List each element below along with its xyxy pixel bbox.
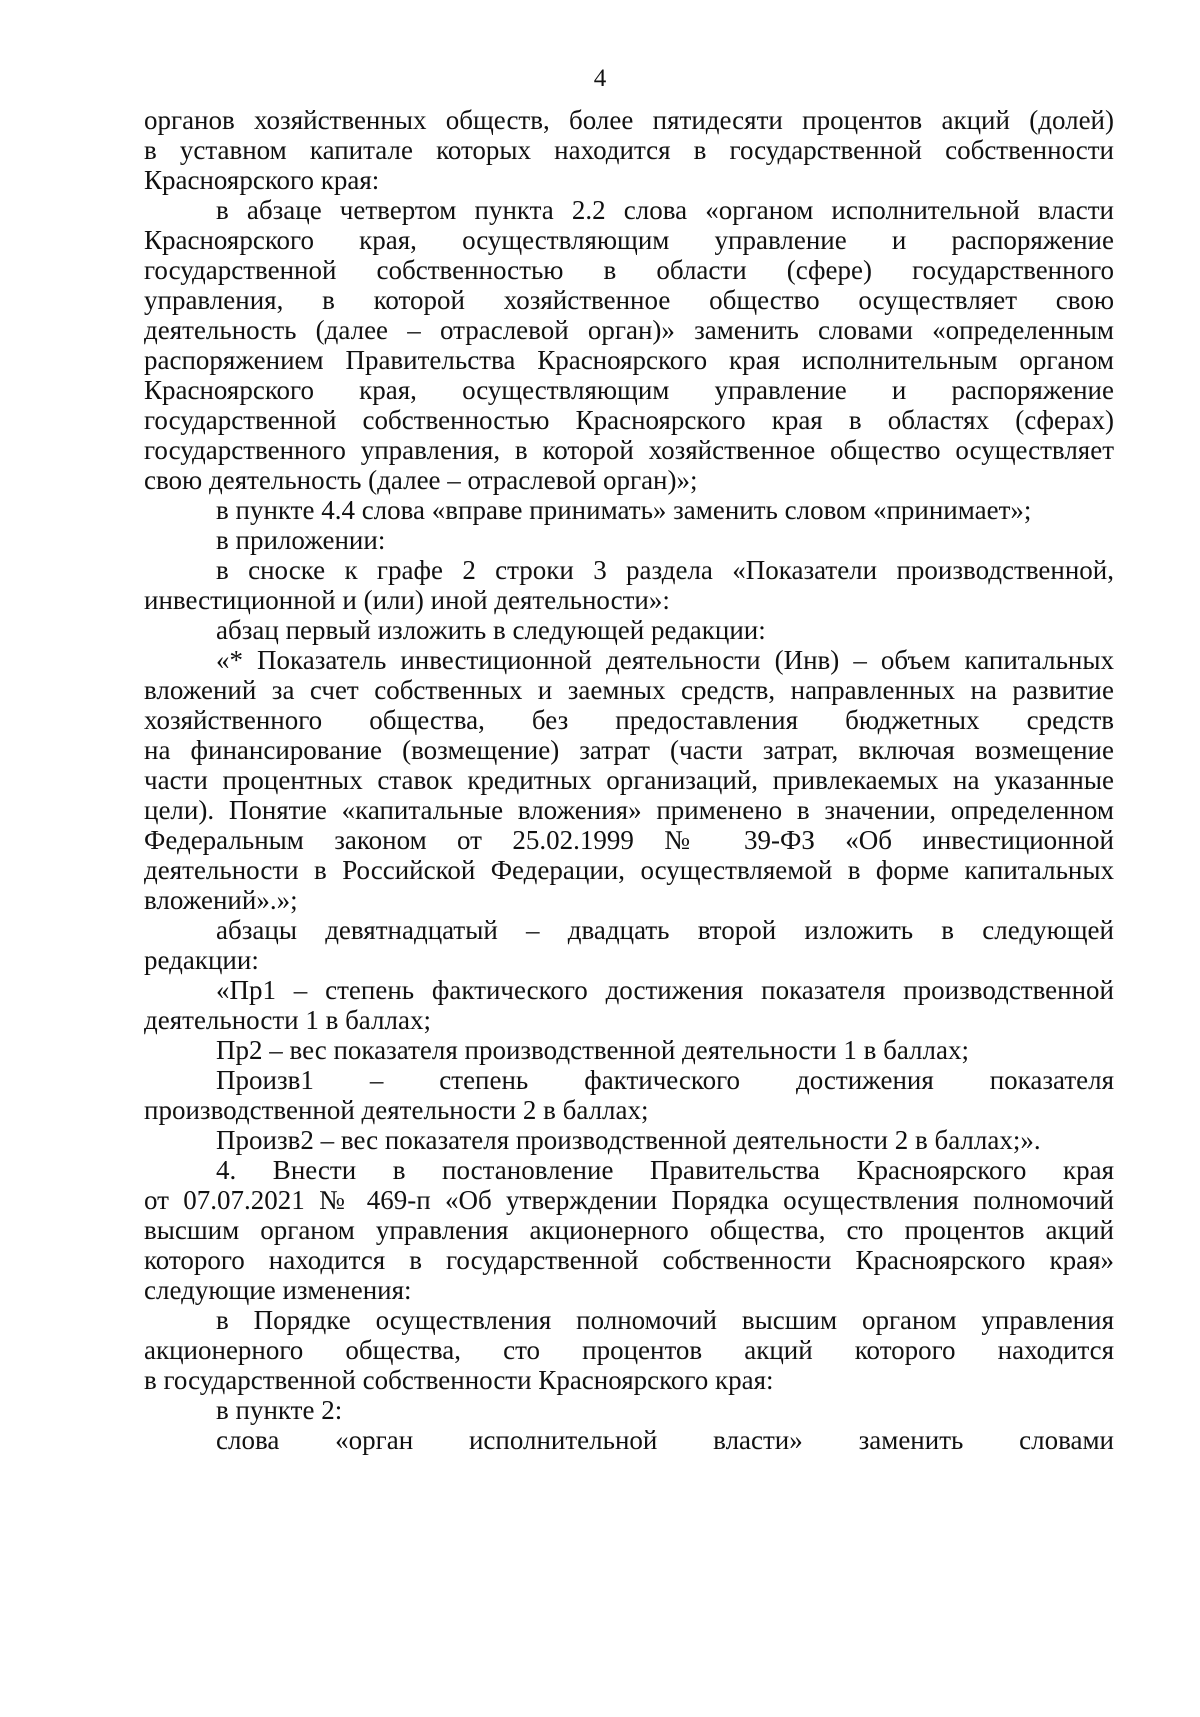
- text-line: редакции:: [144, 945, 259, 975]
- text-line: в пункте 2:: [216, 1395, 343, 1425]
- text-line: в уставном капитале которых находится в государственной собственности: [144, 135, 1114, 165]
- text-line: управления, в которой хозяйственное общество осуществляет свою: [144, 285, 1114, 315]
- text-line: производственной деятельности 2 в баллах;: [144, 1095, 649, 1125]
- text-line: «Пр1 – степень фактического достижения показателя производственной: [216, 975, 1114, 1005]
- text-line: акционерного общества, сто процентов акций которого находится: [144, 1335, 1114, 1365]
- text-line: государственного управления, в которой хозяйственное общество осуществляет: [144, 435, 1114, 465]
- text-line: в государственной собственности Красноярского края:: [144, 1365, 774, 1395]
- text-line: Произв2 – вес показателя производственной деятельности 2 в баллах;».: [216, 1125, 1041, 1155]
- page-number: 4: [593, 65, 607, 92]
- text-line: деятельности в Российской Федерации, осуществляемой в форме капитальных: [144, 855, 1114, 885]
- text-line: Пр2 – вес показателя производственной деятельности 1 в баллах;: [216, 1035, 969, 1065]
- text-line: Произв1 – степень фактического достижения показателя: [216, 1065, 1114, 1095]
- text-line: на финансирование (возмещение) затрат (части затрат, включая возмещение: [144, 735, 1114, 765]
- text-line: органов хозяйственных обществ, более пятидесяти процентов акций (долей): [144, 105, 1114, 135]
- text-line: хозяйственного общества, без предоставления бюджетных средств: [144, 705, 1114, 735]
- text-line: Красноярского края, осуществляющим управление и распоряжение: [144, 225, 1114, 255]
- text-line: распоряжением Правительства Красноярского края исполнительным органом: [144, 345, 1114, 375]
- text-line: Федеральным законом от 25.02.1999 № 39-ФЗ «Об инвестиционной: [144, 825, 1114, 855]
- text-line: которого находится в государственной собственности Красноярского края»: [144, 1245, 1114, 1275]
- text-line: свою деятельность (далее – отраслевой орган)»;: [144, 465, 698, 495]
- text-line: в Порядке осуществления полномочий высшим органом управления: [216, 1305, 1114, 1335]
- text-line: «* Показатель инвестиционной деятельности (Инв) – объем капитальных: [216, 645, 1114, 675]
- text-line: следующие изменения:: [144, 1275, 412, 1305]
- text-line: абзац первый изложить в следующей редакции:: [216, 615, 766, 645]
- text-line: абзацы девятнадцатый – двадцать второй изложить в следующей: [216, 915, 1114, 945]
- text-line: деятельности 1 в баллах;: [144, 1005, 431, 1035]
- text-line: в пункте 4.4 слова «вправе принимать» заменить словом «принимает»;: [216, 495, 1032, 525]
- text-line: Красноярского края, осуществляющим управление и распоряжение: [144, 375, 1114, 405]
- text-line: цели). Понятие «капитальные вложения» применено в значении, определенном: [144, 795, 1114, 825]
- text-line: государственной собственностью Красноярского края в областях (сферах): [144, 405, 1114, 435]
- text-line: в абзаце четвертом пункта 2.2 слова «органом исполнительной власти: [216, 195, 1114, 225]
- text-line: государственной собственностью в области (сфере) государственного: [144, 255, 1114, 285]
- text-line: от 07.07.2021 № 469-п «Об утверждении Порядка осуществления полномочий: [144, 1185, 1114, 1215]
- text-line: Красноярского края:: [144, 165, 380, 195]
- text-line: части процентных ставок кредитных организаций, привлекаемых на указанные: [144, 765, 1114, 795]
- text-line: в сноске к графе 2 строки 3 раздела «Показатели производственной,: [216, 555, 1114, 585]
- text-line: вложений».»;: [144, 885, 298, 915]
- text-line: инвестиционной и (или) иной деятельности»:: [144, 585, 670, 615]
- text-line: высшим органом управления акционерного общества, сто процентов акций: [144, 1215, 1114, 1245]
- text-line: 4. Внести в постановление Правительства Красноярского края: [216, 1155, 1114, 1185]
- text-line: слова «орган исполнительной власти» заменить словами: [216, 1425, 1114, 1455]
- text-line: в приложении:: [216, 525, 386, 555]
- text-line: деятельность (далее – отраслевой орган)» заменить словами «определенным: [144, 315, 1114, 345]
- text-line: вложений за счет собственных и заемных средств, направленных на развитие: [144, 675, 1114, 705]
